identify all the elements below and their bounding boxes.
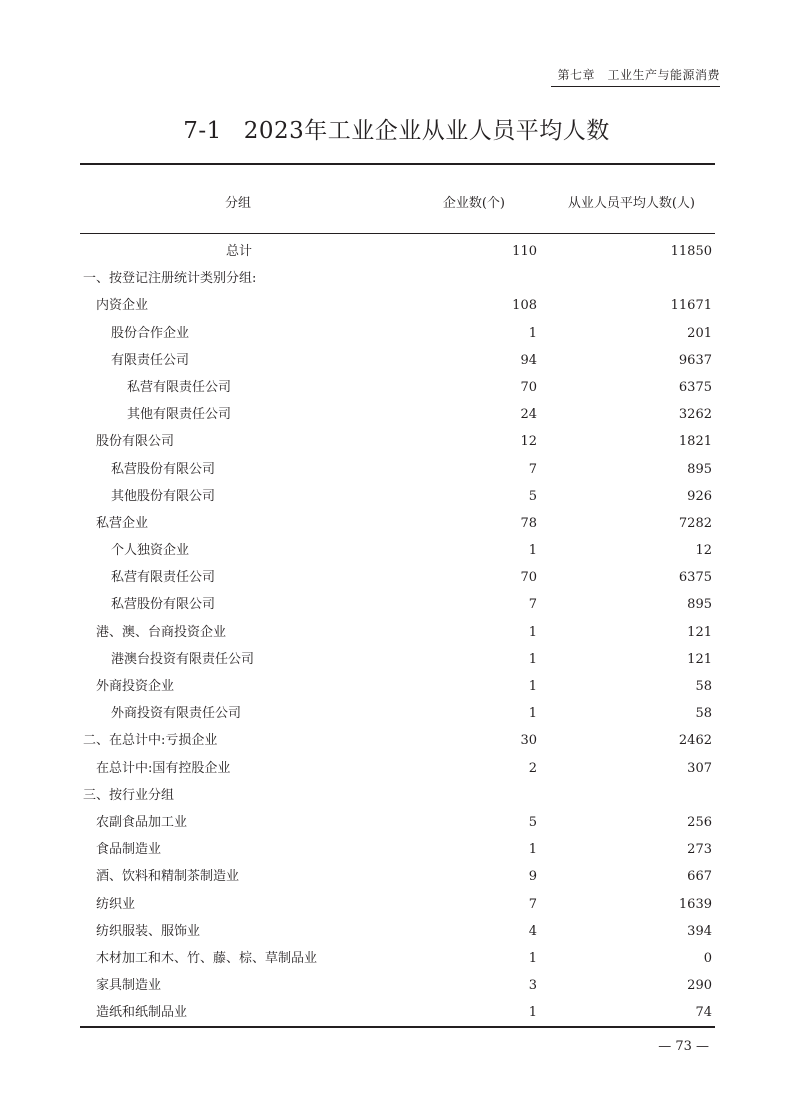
row-count: 7 [528, 461, 537, 477]
row-label: 一、按登记注册统计类别分组: [83, 271, 257, 287]
row-label: 其他有限责任公司 [127, 407, 232, 423]
table-row [80, 673, 715, 700]
row-employees: 11671 [670, 298, 712, 314]
row-label: 有限责任公司 [111, 352, 190, 368]
table-row [80, 945, 715, 972]
row-label: 在总计中:国有控股企业 [96, 760, 231, 776]
row-employees: 11850 [670, 244, 712, 259]
table-row [80, 727, 715, 754]
row-employees: 9637 [678, 352, 712, 368]
table-row [80, 347, 715, 374]
row-label: 股份合作企业 [111, 325, 190, 341]
table-row [80, 700, 715, 727]
row-employees: 6375 [678, 379, 712, 395]
row-label: 造纸和纸制品业 [96, 1005, 188, 1021]
row-employees: 0 [703, 950, 712, 966]
row-count: 70 [520, 379, 537, 395]
table-row [80, 374, 715, 401]
row-label: 农副食品加工业 [96, 814, 188, 830]
row-employees: 273 [687, 842, 712, 858]
row-employees: 895 [687, 461, 712, 477]
table-header-row [80, 165, 715, 233]
table-row [80, 782, 715, 809]
row-label: 二、在总计中:亏损企业 [83, 733, 218, 749]
row-count: 1 [528, 543, 537, 559]
row-label: 纺织服装、服饰业 [96, 923, 201, 939]
row-count: 1 [528, 651, 537, 667]
row-employees: 201 [687, 325, 712, 341]
row-employees: 394 [687, 923, 712, 939]
row-employees: 58 [695, 679, 712, 694]
row-count: 110 [512, 244, 537, 259]
row-employees: 926 [687, 488, 712, 504]
row-count: 4 [528, 923, 537, 939]
column-header-group: 分组 [225, 196, 252, 211]
row-count: 108 [512, 298, 537, 314]
row-label: 纺织业 [96, 896, 136, 912]
row-label: 私营股份有限公司 [111, 597, 216, 613]
table-row [80, 320, 715, 347]
row-label: 私营股份有限公司 [111, 461, 216, 477]
table-row [80, 999, 715, 1026]
table-row [80, 238, 715, 265]
table-bottom-rule [80, 1026, 715, 1028]
column-header-count: 企业数(个) [442, 196, 505, 211]
table-row [80, 646, 715, 673]
table-title: 2023年工业企业从业人员平均人数 [243, 118, 610, 144]
table-row [80, 836, 715, 863]
row-count: 1 [528, 950, 537, 966]
page-title [0, 112, 793, 145]
row-count: 7 [528, 896, 537, 912]
row-count: 1 [528, 706, 537, 722]
row-count: 5 [528, 488, 537, 504]
row-employees: 1639 [678, 896, 712, 912]
row-count: 7 [528, 597, 537, 613]
row-label: 港澳台投资有限责任公司 [111, 651, 255, 667]
row-label: 外商投资企业 [96, 679, 175, 694]
table-row [80, 755, 715, 782]
table-row [80, 265, 715, 292]
column-header-employees: 从业人员平均人数(人) [567, 196, 695, 211]
row-employees: 6375 [678, 570, 712, 586]
row-count: 1 [528, 1005, 537, 1021]
row-employees: 3262 [678, 407, 712, 423]
row-label: 外商投资有限责任公司 [111, 706, 242, 722]
row-count: 94 [520, 352, 537, 368]
row-employees: 290 [687, 978, 712, 994]
row-label: 股份有限公司 [96, 434, 175, 450]
page-number: — 73 — [658, 1039, 709, 1054]
table-row [80, 510, 715, 537]
table-row [80, 428, 715, 455]
row-label: 个人独资企业 [111, 543, 190, 559]
row-label: 私营企业 [96, 515, 149, 531]
table-row [80, 401, 715, 428]
table-row [80, 456, 715, 483]
row-count: 78 [520, 515, 537, 531]
row-employees: 74 [695, 1005, 712, 1021]
row-count: 3 [528, 978, 537, 994]
row-label: 家具制造业 [96, 978, 162, 994]
row-employees: 121 [687, 624, 712, 640]
row-employees: 7282 [678, 515, 712, 531]
row-count: 1 [528, 624, 537, 640]
table-row [80, 809, 715, 836]
row-count: 24 [520, 407, 537, 423]
row-employees: 667 [687, 869, 712, 885]
table-row [80, 918, 715, 945]
table-row [80, 483, 715, 510]
row-employees: 2462 [678, 733, 712, 749]
row-label: 酒、饮料和精制茶制造业 [96, 869, 240, 885]
header-rule [551, 86, 720, 87]
row-count: 12 [520, 434, 537, 450]
row-count: 5 [528, 814, 537, 830]
row-count: 30 [520, 733, 537, 749]
row-employees: 1821 [678, 434, 712, 450]
row-count: 1 [528, 679, 537, 694]
row-count: 1 [528, 842, 537, 858]
table-row [80, 292, 715, 319]
chapter-header: 第七章 工业生产与能源消费 [557, 68, 720, 82]
row-employees: 121 [687, 651, 712, 667]
row-label: 私营有限责任公司 [111, 570, 216, 586]
row-label: 三、按行业分组 [83, 787, 175, 803]
row-employees: 895 [687, 597, 712, 613]
row-label: 木材加工和木、竹、藤、棕、草制品业 [96, 950, 318, 966]
statistics-table [80, 163, 715, 1028]
row-employees: 307 [687, 760, 712, 776]
row-employees: 256 [687, 814, 712, 830]
table-row [80, 591, 715, 618]
table-number: 7-1 [183, 118, 222, 144]
row-count: 2 [528, 760, 537, 776]
row-count: 70 [520, 570, 537, 586]
row-label: 食品制造业 [96, 842, 162, 858]
table-row [80, 564, 715, 591]
row-employees: 12 [695, 543, 712, 559]
table-row [80, 891, 715, 918]
table-row [80, 619, 715, 646]
table-body [80, 234, 715, 1026]
row-count: 9 [528, 869, 537, 885]
row-label: 总计 [226, 244, 253, 259]
row-employees: 58 [695, 706, 712, 722]
row-label: 私营有限责任公司 [127, 379, 232, 395]
row-count: 1 [528, 325, 537, 341]
table-row [80, 863, 715, 890]
row-label: 其他股份有限公司 [111, 488, 216, 504]
table-row [80, 537, 715, 564]
table-row [80, 972, 715, 999]
row-label: 港、澳、台商投资企业 [96, 624, 227, 640]
row-label: 内资企业 [96, 298, 149, 314]
